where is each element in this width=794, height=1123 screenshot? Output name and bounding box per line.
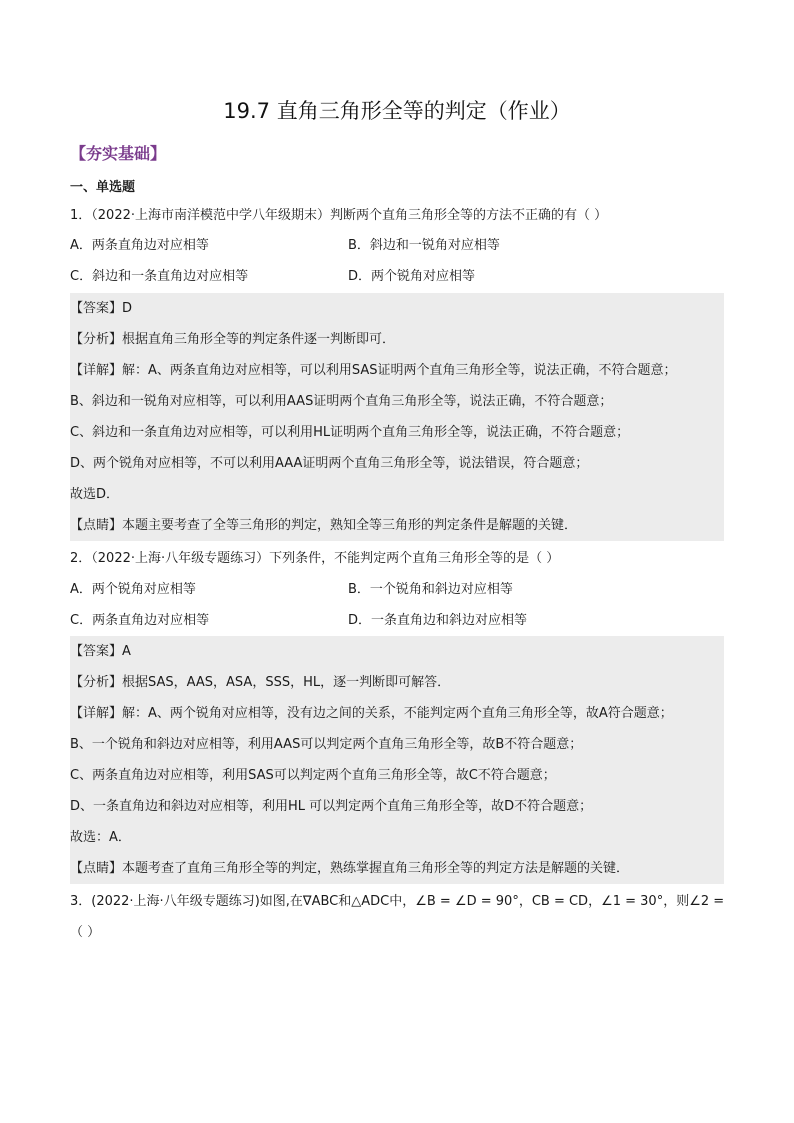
q2-options-row-2 <box>70 605 724 636</box>
section-heading: 【夯实基础】 <box>70 144 167 163</box>
q2-detail-line: B、一个锐角和斜边对应相等，利用AAS可以判定两个直角三角形全等，故B不符合题意； <box>70 729 724 760</box>
q3-stem: 3．(2022·上海·八年级专题练习)如图,在∇ABC和△ADC中，∠B = ∠D = 90°，CB = CD，∠1 = 30°，则∠2 = <box>70 894 724 909</box>
q1-comment: 【点睛】本题主要考查了全等三角形的判定，熟知全等三角形的判定条件是解题的关键． <box>70 510 724 541</box>
q1-detail-line: C、斜边和一条直角边对应相等，可以利用HL证明两个直角三角形全等，说法正确，不符合题意； <box>70 417 724 448</box>
q1-detail-line: 【详解】解：A、两条直角边对应相等，可以利用SAS证明两个直角三角形全等，说法正确，不符合题意； <box>70 355 724 386</box>
q2-detail-line: 【详解】解：A、两个锐角对应相等，没有边之间的关系，不能判定两个直角三角形全等，故A符合题意； <box>70 698 724 729</box>
q1-options-row-1 <box>70 230 724 261</box>
q2-stem: 2．（2022·上海·八年级专题练习）下列条件，不能判定两个直角三角形全等的是（ ） <box>70 551 560 566</box>
q2-detail-line: 故选：A． <box>70 822 724 853</box>
q2-answer: 【答案】A <box>70 636 724 667</box>
q2-comment: 【点睛】本题考查了直角三角形全等的判定，熟练掌握直角三角形全等的判定方法是解题的关键． <box>70 853 724 884</box>
q2-options-row-1 <box>70 574 724 605</box>
q2-detail-line: C、两条直角边对应相等，利用SAS可以判定两个直角三角形全等，故C不符合题意； <box>70 760 724 791</box>
q1-option-b: B．斜边和一锐角对应相等 <box>348 238 500 253</box>
q1-option-d: D．两个锐角对应相等 <box>348 269 476 284</box>
page-title: 19.7 直角三角形全等的判定（作业） <box>223 99 571 123</box>
q1-detail-line: 故选D． <box>70 479 724 510</box>
q1-detail-line: D、两个锐角对应相等，不可以利用AAA证明两个直角三角形全等，说法错误，符合题意； <box>70 448 724 479</box>
q2-option-c: C．两条直角边对应相等 <box>70 613 210 628</box>
q1-option-c: C．斜边和一条直角边对应相等 <box>70 269 249 284</box>
q2-option-d: D．一条直角边和斜边对应相等 <box>348 613 528 628</box>
part-heading: 一、单选题 <box>70 180 136 195</box>
q2-detail-line: D、一条直角边和斜边对应相等，利用HL 可以判定两个直角三角形全等，故D不符合题意； <box>70 791 724 822</box>
q1-stem: 1．（2022·上海市南洋模范中学八年级期末）判断两个直角三角形全等的方法不正确的有（ ） <box>70 208 608 223</box>
q1-option-a: A．两条直角边对应相等 <box>70 238 209 253</box>
q2-analysis: 【分析】根据SAS，AAS，ASA，SSS，HL，逐一判断即可解答． <box>70 667 724 698</box>
q2-option-a: A．两个锐角对应相等 <box>70 582 196 597</box>
q2-option-b: B．一个锐角和斜边对应相等 <box>348 582 513 597</box>
q1-analysis: 【分析】根据直角三角形全等的判定条件逐一判断即可． <box>70 324 724 355</box>
q1-options-row-2 <box>70 261 724 292</box>
q3-stem-continued: （ ） <box>70 925 101 940</box>
q1-answer: 【答案】D <box>70 293 724 324</box>
q1-detail-line: B、斜边和一锐角对应相等，可以利用AAS证明两个直角三角形全等，说法正确，不符合题意； <box>70 386 724 417</box>
